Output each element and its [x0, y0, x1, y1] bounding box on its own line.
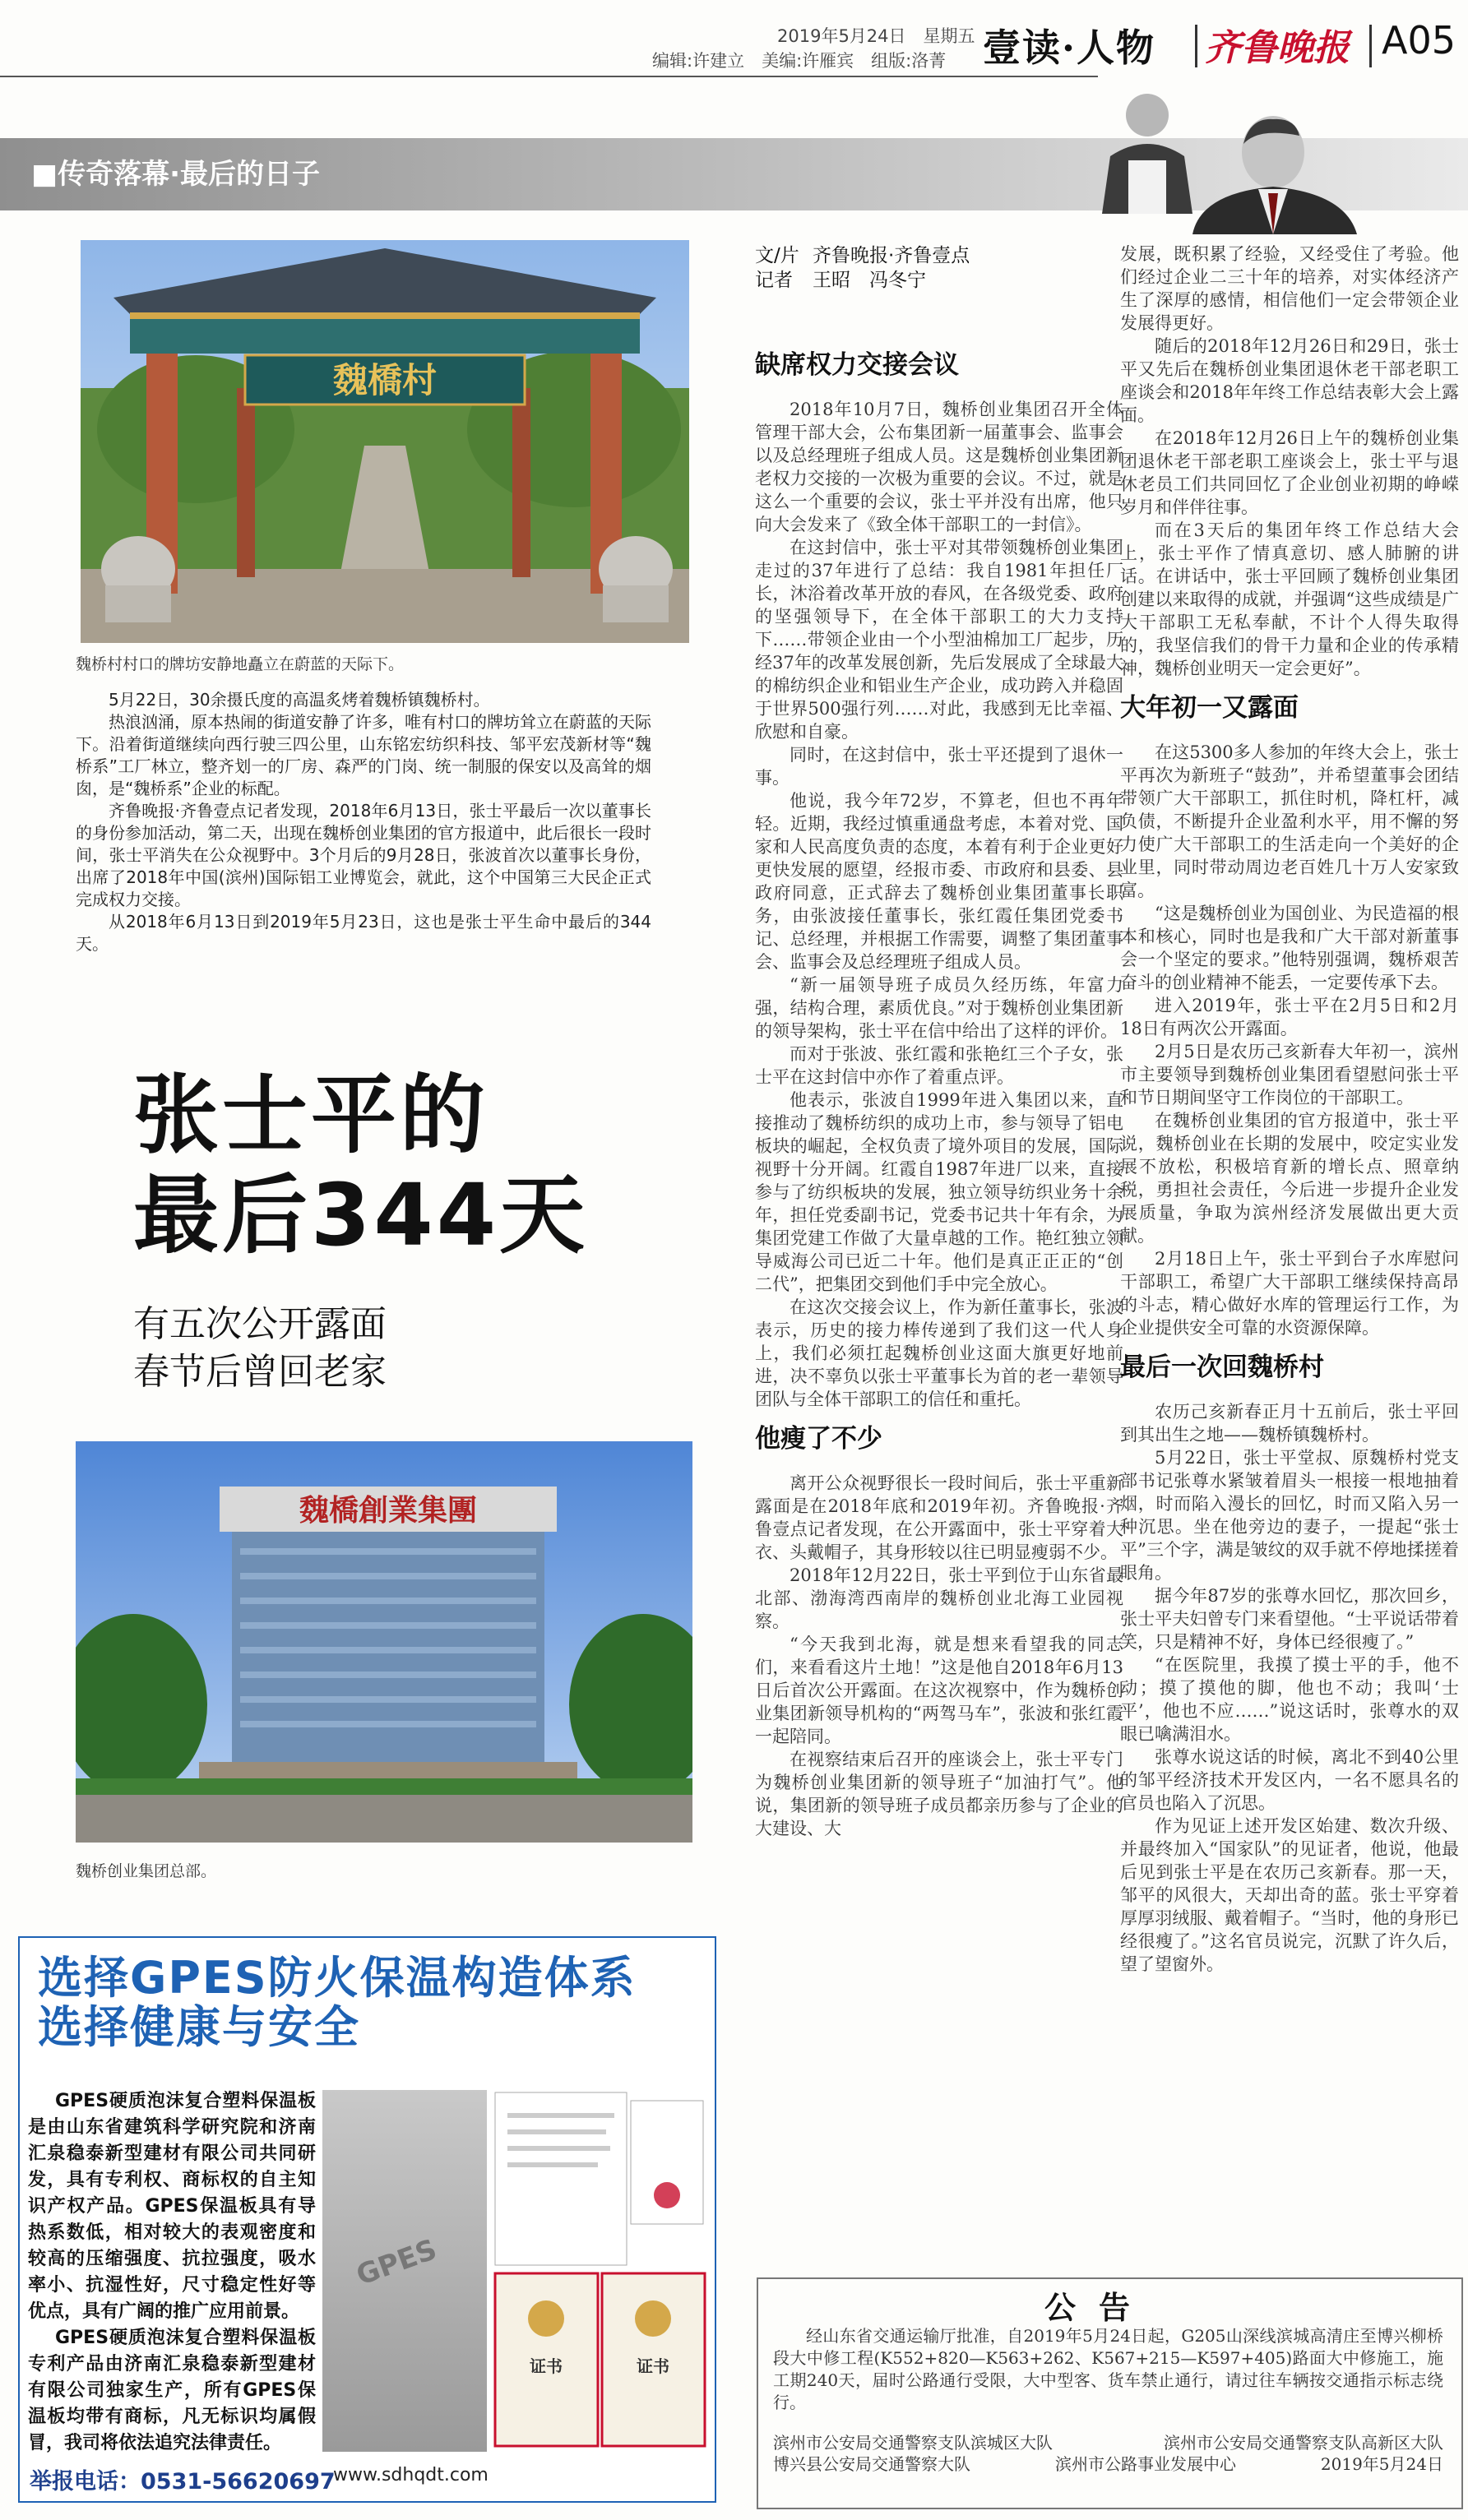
- article-paragraph: 而在3天后的集团年终工作总结大会上，张士平作了情真意切、感人肺腑的讲话。在讲话中，张士平回顾了魏桥创业集团创建以来取得的成就，并强调“这些成绩是广大干部职工无私奉献，不计个人得失取得的，我坚信我们的骨干力量和企业的传承精神，魏桥创业明天一定会更好”。: [1120, 520, 1459, 678]
- lead-paragraph: 齐鲁晚报·齐鲁壹点记者发现，2018年6月13日，张士平最后一次以董事长的身份参加活动，第二天，出现在魏桥创业集团的官方报道中，此后很长一段时间，张士平消失在公众视野中。3个月后的9月28日，张波首次以董事长身份，出席了2018年中国(滨州)国际铝工业博览会，就此，这个中国第三大民企正式完成权力交接。: [76, 801, 651, 909]
- ad-hotline: 举报电话：0531-56620697: [30, 2469, 336, 2495]
- gate-sign: 魏橋村: [332, 360, 438, 400]
- notice-signatories: [773, 2432, 1443, 2475]
- article-paragraph: “这是魏桥创业为国创业、为民造福的根本和核心，同时也是我和广大干部对新董事会一个坚定的要求。”他特别强调，魏桥艰苦奋斗的创业精神不能丢，一定要传承下去。: [1120, 904, 1459, 992]
- section-title: 壹读·人物: [983, 25, 1156, 70]
- article-paragraph: 在视察结束后召开的座谈会上，张士平专门为魏桥创业集团新的领导班子“加油打气”。他说，集团新的领导班子成员都亲历参与了企业的大建设、大: [755, 1750, 1123, 1838]
- article-paragraph: 离开公众视野很长一段时间后，张士平重新露面是在2018年底和2019年初。齐鲁晚报·齐鲁壹点记者发现，在公开露面中，张士平穿着大衣、头戴帽子，其身形较以往已明显瘦弱不少。: [755, 1473, 1123, 1562]
- cert-label: 证书: [530, 2356, 563, 2376]
- notice-date: 2019年5月24日: [1320, 2454, 1443, 2474]
- byline-label: 记者: [755, 270, 793, 291]
- ad-website-link[interactable]: www.sdhqdt.com: [333, 2465, 489, 2485]
- page-number: A05: [1382, 18, 1456, 62]
- village-gate-photo: [81, 240, 689, 643]
- hq-sign: 魏橋創業集團: [299, 1493, 478, 1528]
- ad-paragraph: GPES硬质泡沫复合塑料保温板是由山东省建筑科学研究院和济南汇泉稳泰新型建材有限公司共同研发，具有专利权、商标权的自主知识产权产品。GPES保温板具有导热系数低，相对较大的表观密度和较高的压缩强度、抗拉强度，吸水率小、抗湿性好，尺寸稳定性好等优点，具有广阔的推广应用前景。: [28, 2091, 316, 2322]
- village-photo-caption: 魏桥村村口的牌坊安静地矗立在蔚蓝的天际下。: [76, 655, 405, 673]
- article-paragraph: “今天我到北海，就是想来看望我的同志们，来看看这片土地！”这是他自2018年6月13日后首次公开露面。在这次视察中，作为魏桥创业集团新领导机构的“两驾马车”，张波和张红霞一起陪同。: [755, 1635, 1123, 1746]
- article-paragraph: 随后的2018年12月26日和29日，张士平又先后在魏桥创业集团退休老干部老职工座谈会和2018年年终工作总结表彰大会上露面。: [1120, 336, 1459, 425]
- article-paragraph: “新一届领导班子成员久经历练，年富力强，结构合理，素质优良。”对于魏桥创业集团新的领导架构，张士平在信中给出了这样的评价。: [755, 975, 1123, 1041]
- subheadline-line: 有五次公开露面: [133, 1303, 387, 1345]
- newspaper-logo: 齐鲁晚报: [1205, 27, 1350, 69]
- board-logo: GPES: [352, 2233, 442, 2292]
- main-headline: [133, 1065, 588, 1265]
- headline-line: 最后344天: [133, 1165, 589, 1265]
- notice-title: 公告: [1044, 2290, 1154, 2326]
- subheadline-line: 春节后曾回老家: [133, 1351, 387, 1393]
- hq-photo-caption: 魏桥创业集团总部。: [76, 1862, 217, 1880]
- article-paragraph: 农历己亥新春正月十五前后，张士平回到其出生之地——魏桥镇魏桥村。: [1120, 1402, 1459, 1445]
- lead-paragraph: 从2018年6月13日到2019年5月23日，这也是张士平生命中最后的344天。: [76, 912, 651, 954]
- ad-body: [28, 2088, 316, 2457]
- byline-label: 文/片: [755, 245, 799, 266]
- headquarters-photo: [76, 1441, 692, 1843]
- lead-paragraph: 5月22日，30余摄氏度的高温炙烤着魏桥镇魏桥村。: [109, 690, 490, 710]
- notice-body: 经山东省交通运输厅批准，自2019年5月24日起，G205山深线滨城高清庄至博兴柳桥段大中修工程(K552+820—K563+262、K567+215—K597+405)路面大中修施工，施工期240天，届时公路通行受限，大中型客、货车禁止通行，请过往车辆按交通指示标志绕行。: [773, 2326, 1443, 2412]
- ad-title: [38, 1954, 637, 2052]
- article-column-1: [755, 337, 1123, 2222]
- ad-title-line: 选择健康与安全: [38, 2001, 360, 2053]
- section-heading: 最后一次回魏桥村: [1120, 1352, 1324, 1382]
- article-paragraph: 张尊水说这话的时候，离北不到40公里的邹平经济技术开发区内，一名不愿具名的官员也陷入了沉思。: [1120, 1747, 1459, 1813]
- ad-title-line: 选择GPES防火保温构造体系: [38, 1952, 637, 2004]
- lead-paragraph: 热浪汹涌，原本热闹的街道安静了许多，唯有村口的牌坊耸立在蔚蓝的天际下。沿着街道继续向西行驶三四公里，山东铭宏纺织科技、邹平宏茂新材等“魏桥系”工厂林立，整齐划一的厂房、森严的门岗、统一制服的保安以及高耸的烟囱，是“魏桥系”企业的标配。: [76, 712, 651, 798]
- insulation-board-image: [322, 2090, 487, 2452]
- notice-signatory: 博兴县公安局交通警察大队: [773, 2454, 970, 2474]
- article-paragraph: 进入2019年，张士平在2月5日和2月18日有两次公开露面。: [1120, 996, 1459, 1038]
- masthead-divider: [1195, 25, 1197, 67]
- banner-title: ■传奇落幕·最后的日子: [31, 158, 321, 191]
- headline-line: 张士平的: [133, 1065, 489, 1165]
- section-heading: 他瘦了不少: [755, 1424, 882, 1454]
- ad-paragraph: GPES硬质泡沫复合塑料保温板专利产品由济南汇泉稳泰新型建材有限公司独家生产，所有GPES保温板均带有商标，凡无标识均属假冒，我司将依法追究法律责任。: [28, 2328, 316, 2453]
- certificates-image: [487, 2088, 707, 2454]
- article-paragraph: 而对于张波、张红霞和张艳红三个子女，张士平在这封信中亦作了着重点评。: [755, 1044, 1123, 1087]
- byline: [755, 243, 970, 293]
- byline-value: 王昭 冯冬宁: [813, 270, 926, 291]
- section-heading: 大年初一又露面: [1120, 693, 1299, 723]
- notice-signatory: 滨州市公路事业发展中心: [1054, 2454, 1236, 2474]
- article-paragraph: 2月5日是农历己亥新春大年初一，滨州市主要领导到魏桥创业集团看望慰问张士平和节日期间坚守工作岗位的干部职工。: [1120, 1042, 1459, 1107]
- article-paragraph: 发展，既积累了经验，又经受住了考验。他们经过企业二三十年的培养，对实体经济产生了深厚的感情，相信他们一定会带领企业发展得更好。: [1120, 244, 1459, 333]
- article-paragraph: 在这5300多人参加的年终大会上，张士平再次为新班子“鼓劲”，并希望董事会团结带领广大干部职工，抓住时机，降杠杆，减负债，不断提升企业盈利水平，用不懈的努力使广大干部职工的生活走向一个美好的企业里，同时带动周边老百姓几十万人安家致富。: [1120, 742, 1459, 900]
- article-paragraph: 据今年87岁的张尊水回忆，那次回乡，张士平夫妇曾专门来看望他。“士平说话带着笑，只是精神不好，身体已经很瘦了。”: [1120, 1586, 1459, 1652]
- editor-credits: 编辑:许建立 美编:许雁宾 组版:洛菁: [652, 51, 947, 71]
- byline-value: 齐鲁晚报·齐鲁壹点: [813, 245, 970, 266]
- article-paragraph: 作为见证上述开发区始建、数次升级、并最终加入“国家队”的见证者，他说，他最后见到张士平是在农历己亥新春。那一天，邹平的风很大，天却出奇的蓝。张士平穿着厚厚羽绒服、戴着帽子。“当时，他的身形已经很瘦了。”这名官员说完，沉默了许久后，望了望窗外。: [1120, 1816, 1459, 1974]
- article-paragraph: 在这次交接会议上，作为新任董事长，张波表示，历史的接力棒传递到了我们这一代人身上，我们必须扛起魏桥创业这面大旗更好地前进，决不辜负以张士平董事长为首的老一辈领导团队与全体干部职工的信任和重托。: [755, 1297, 1123, 1409]
- article-paragraph: 同时，在这封信中，张士平还提到了退休一事。: [755, 745, 1123, 788]
- lead-paragraphs: [76, 689, 651, 955]
- article-paragraph: 他表示，张波自1999年进入集团以来，直接推动了魏桥纺织的成功上市，参与领导了铝电板块的崛起，全权负责了境外项目的发展，国际视野十分开阔。红霞自1987年进厂以来，直接参与了纺织板块的发展，独立领导纺织业务十余年，担任党委副书记，党委书记共十年有余，为集团党建工作做了大量卓越的工作。艳红独立领导威海公司已近二十年。他们是真正正正的“创二代”，把集团交到他们手中完全放心。: [755, 1090, 1123, 1294]
- article-paragraph: 2月18日上午，张士平到台子水库慰问干部职工，希望广大干部职工继续保持高昂的斗志，精心做好水库的管理运行工作，为企业提供安全可靠的水资源保障。: [1120, 1249, 1459, 1338]
- masthead-rule: [0, 76, 1098, 77]
- masthead-divider: [1369, 25, 1372, 67]
- cert-label: 证书: [637, 2356, 669, 2376]
- article-paragraph: 在2018年12月26日上午的魏桥创业集团退休老干部老职工座谈会上，张士平与退休老员工们共同回忆了企业创业初期的峥嵘岁月和伴伴往事。: [1120, 428, 1459, 517]
- article-paragraph: 他说，我今年72岁，不算老，但也不再年轻。近期，我经过慎重通盘考虑，本着对党、国家和人民高度负责的态度，本着有利于企业更好更快发展的愿望，经报市委、市政府和县委、县政府同意，正式辞去了魏桥创业集团董事长职务，由张波接任董事长，张红霞任集团党委书记、总经理，并根据工作需要，调整了集团董事会、监事会及总经理班子组成人员。: [755, 791, 1123, 972]
- notice-signatory: 滨州市公安局交通警察支队滨城区大队: [773, 2433, 1053, 2453]
- notice-signatory: 滨州市公安局交通警察支队高新区大队: [1164, 2433, 1443, 2453]
- portrait-photo-large: [1176, 111, 1365, 234]
- article-paragraph: 2018年10月7日，魏桥创业集团召开全体管理干部大会，公布集团新一届董事会、监事会以及总经理班子组成人员。这是魏桥创业集团新老权力交接的一次极为重要的会议。不过，就是这么一个重要的会议，张士平并没有出席，他只向大会发来了《致全体干部职工的一封信》。: [755, 400, 1123, 534]
- article-paragraph: 在这封信中，张士平对其带领魏桥创业集团走过的37年进行了总结：我自1981年担任厂长，沐浴着改革开放的春风，在各级党委、政府的坚强领导下，在全体干部职工的大力支持下……带领企业由一个小型油棉加工厂起步，历经37年的改革发展创新，先后发展成了全球最大的棉纺织企业和铝业生产企业，成功跨入并稳固于世界500强行列……对此，我感到无比幸福、欣慰和自豪。: [755, 538, 1123, 742]
- article-column-2: [1120, 243, 1459, 2261]
- article-paragraph: “在医院里，我摸了摸士平的手，他不动；摸了摸他的脚，他也不动；我叫‘士平’，他也不应……”说这话时，张尊水的双眼已噙满泪水。: [1120, 1655, 1459, 1744]
- article-paragraph: 5月22日，张士平堂叔、原魏桥村党支部书记张尊水紧皱着眉头一根接一根地抽着烟，时而陷入漫长的回忆，时而又陷入另一种沉思。坐在他旁边的妻子，一提起“张士平”三个字，满是皱纹的双手就不停地揉搓着眼角。: [1120, 1448, 1459, 1583]
- section-heading: 缺席权力交接会议: [755, 350, 959, 380]
- issue-date: 2019年5月24日 星期五: [777, 26, 975, 46]
- article-paragraph: 2018年12月22日，张士平到位于山东省最北部、渤海湾西南岸的魏桥创业北海工业园视察。: [755, 1565, 1123, 1631]
- article-paragraph: 在魏桥创业集团的官方报道中，张士平说，魏桥创业在长期的发展中，咬定实业发展不放松，积极培育新的增长点、照章纳税，勇担社会责任，今后进一步提升企业发展质量，争取为滨州经济发展做出更大贡献。: [1120, 1111, 1459, 1246]
- subheadline: [133, 1301, 387, 1396]
